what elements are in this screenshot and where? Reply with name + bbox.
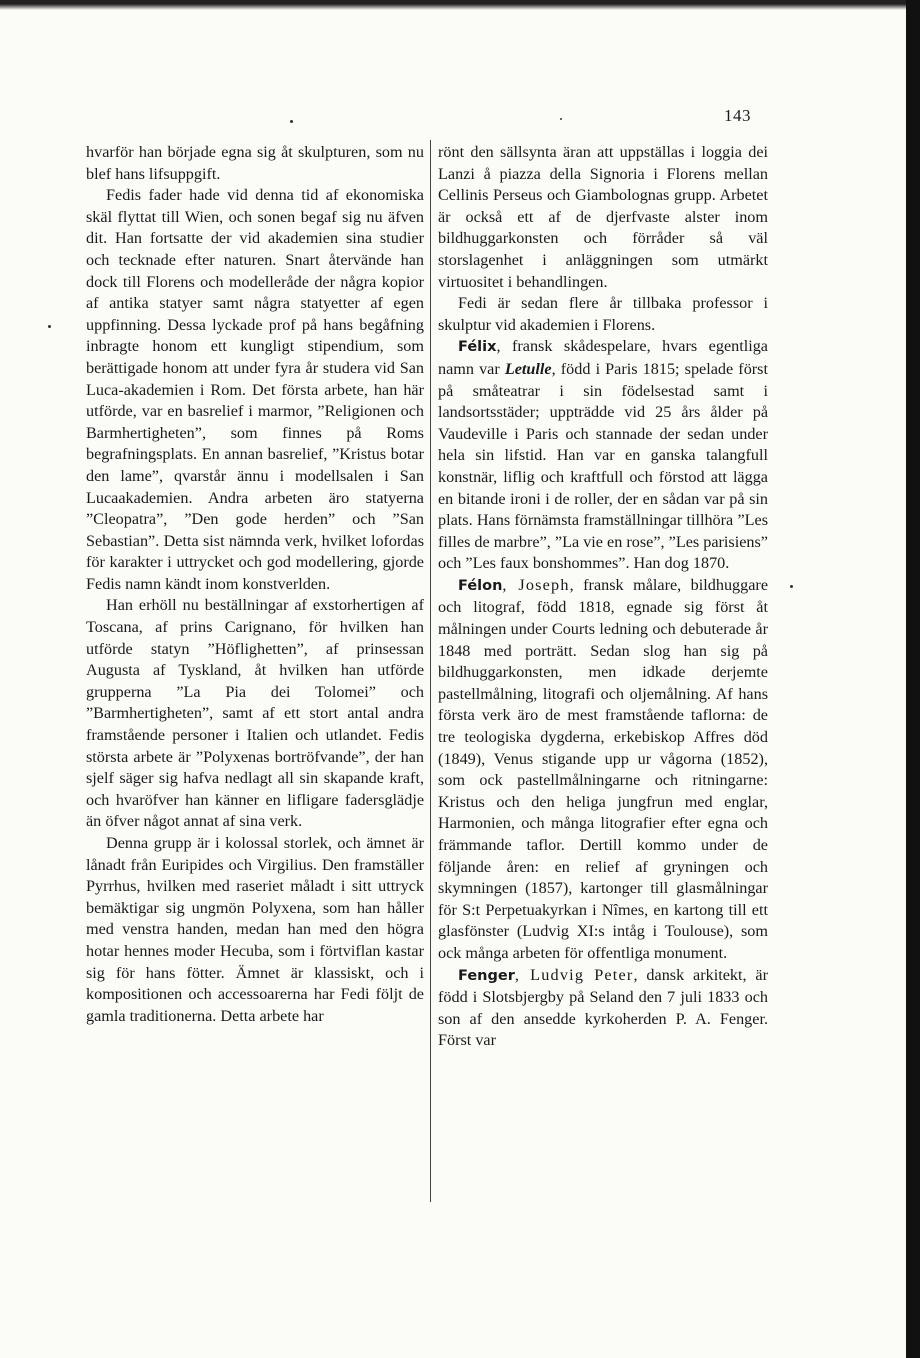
given-name: , Joseph bbox=[502, 575, 570, 594]
entry-felix: Félix, fransk skådespelare, hvars egentliga namn var Letulle, född i Paris 1815; spelade först på småteatrar i sin födelsestad samt i landsortsstäder; uppträdde vid 25 års ålder på Vaudeville i Paris och stannade der sedan under hela sin lifstid. Han var en ganska talangfull konstnär, liflig och kraftfull och förstod att lägga en bitande ironi i de roller, der en sådan var på sin plats. Hans förnämsta framställningar tillhöra ”Les filles de marbre”, ”La vie en rose”, ”Les parisiens” och ”Les faux bonshommes”. Han dog 1870. bbox=[438, 337, 768, 573]
paragraph: hvarför han började egna sig åt skulpturen, som nu blef hans lifsuppgift. bbox=[86, 143, 424, 183]
entry-headword: Fenger bbox=[458, 967, 515, 984]
scan-speck bbox=[48, 325, 51, 328]
real-name: Letulle bbox=[504, 359, 552, 378]
paragraph: Denna grupp är i kolossal storlek, och ämnet är lånadt från Euripides och Virgilius. Den framställer Pyrrhus, hvilken med raseriet måladt i sitt uttryck bemäktigar sig ungmön Polyxena, som han håller med venstra handen, medan han med den högra hotar hennes moder Hecuba, som i förtviflan kastar sig för hans fötter. Ämnet är klassiskt, och i kompositionen och accessoarerna har Fedi följt de gamla traditionerna. Detta arbete har bbox=[86, 834, 424, 1025]
paragraph: rönt den sällsynta äran att uppställas i loggia dei Lanzi å piazza della Signoria i Florens mellan Cellinis Perseus och Giambolognas grupp. Arbetet är också ett af de djerfvaste alster inom bildhuggarkonsten och förråder så väl storslagenhet i anläggningen som utmärkt virtuositet i behandlingen. bbox=[438, 143, 768, 291]
scan-speck bbox=[790, 585, 793, 588]
paragraph: Han erhöll nu beställningar af exstorhertigen af Toscana, af prins Carignano, för hvilken han utförde statyn ”Höflighetten”, af prinsessan Augusta af Tyskland, åt hvilken han utförde grupperna ”La Pia dei Tolomei” och ”Barmhertigheten”, samt af ett stort antal andra framstående personer i Italien och utlandet. Fedis största arbete är ”Polyxenas bortröfvande”, der han sjelf säger sig hafva nedlagt all sin skapande kraft, och hvaröfver han känner en lifligare fadersglädje än öfver något annat af sina verk. bbox=[86, 596, 424, 831]
entry-felon: Félon, Joseph, fransk målare, bildhuggare och litograf, född 1818, egnade sig först åt målningen under Courts ledning och debuterade år 1848 med porträtt. Sedan slog han sig på bildhuggarkonsten, men idkade derjemte pastellmålning, litografi och oljemålning. Af hans första verk äro de mest framstående taflorna: de tre teologiska dygderna, erkebiskop Affres död (1849), Venus stigande upp ur vågorna (1852), som ock pastellmålningarne och ritningarne: Kristus och den heliga jungfrun med englar, Harmonien, och många litografier efter egna och främmande taflor. Dertill kommo under de följande åren: en relief af gryningen och skymningen (1857), kartonger till glasmålningar för S:t Perpetuakyrkan i Nîmes, en kartong till ett glasfönster (Ludvig XI:s intåg i Toulouse), som ock många arbeten för offentliga monument. bbox=[438, 575, 768, 962]
entry-headword: Félix bbox=[458, 339, 497, 356]
scan-edge-top bbox=[0, 0, 920, 10]
scan-speck bbox=[560, 118, 562, 120]
column-divider bbox=[430, 140, 431, 1202]
paragraph: Fedis fader hade vid denna tid af ekonomiska skäl flyttat till Wien, och sonen begaf sig nu äfven dit. Han fortsatte der vid akademien sina studier och tecknade efter naturen. Snart återvände han dock till Florens och modelleråde der några kopior af antika statyer samt några statyetter af egen uppfinning. Dessa lyckade prof på hans begåfning inbragte honom ett kungligt stipendium, som berättigade honom att under fyra år studera vid San Luca-akademien i Rom. Det första arbete, han här utförde, var en basrelief i marmor, ”Religionen och Barmhertigheten”, som finnes på Roms begrafningsplats. En annan basrelief, ”Kristus botar den lame”, qvarstår ännu i modellsalen i San Lucaakademien. Andra arbeten äro statyerna ”Cleopatra”, ”Den gode herden” och ”San Sebastian”. Detta sist nämnda verk, hvilket lofordas för karakter i uttrycket och god modellering, gjorde Fedis namn kändt inom konstverlden. bbox=[86, 186, 424, 593]
scan-speck bbox=[290, 120, 293, 123]
page-number: 143 bbox=[724, 106, 751, 125]
paragraph: Fedi är sedan flere år tillbaka professor i skulptur vid akademien i Florens. bbox=[438, 294, 768, 334]
given-name: , Ludvig Peter bbox=[514, 965, 634, 984]
left-column bbox=[86, 142, 424, 1027]
entry-headword: Félon bbox=[458, 577, 503, 594]
entry-fenger: Fenger, Ludvig Peter, dansk arkitekt, är född i Slotsbjergby på Seland den 7 juli 1833 och son af den ansedde kyrkoherden P. A. Fenger. Först var bbox=[438, 965, 769, 1050]
scan-edge-right bbox=[906, 0, 920, 1358]
right-column bbox=[438, 142, 768, 1052]
